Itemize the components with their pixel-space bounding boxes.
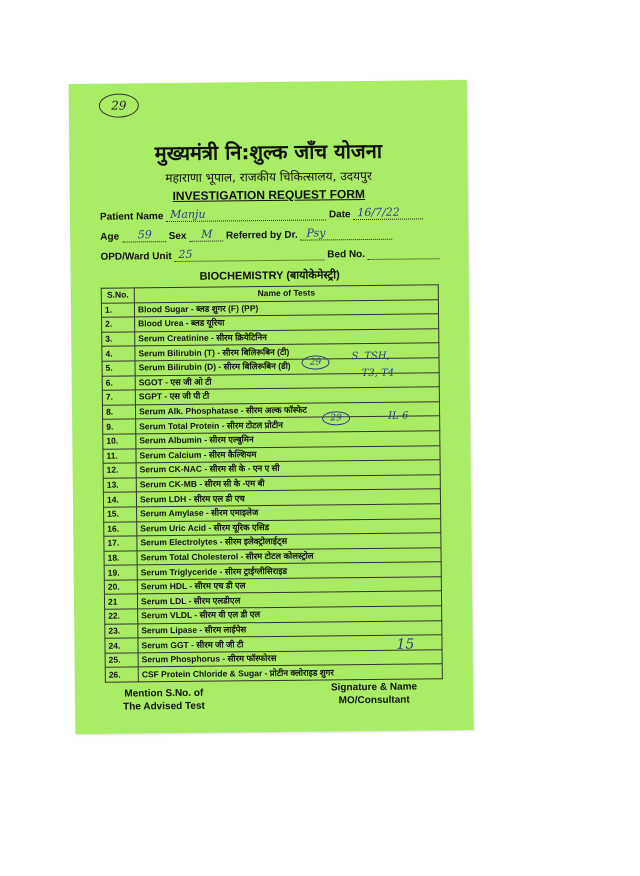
- test-name: Serum Amylase - सीरम एमाइलेज: [137, 504, 441, 522]
- ward-value: 25: [178, 247, 193, 261]
- form-title: INVESTIGATION REQUEST FORM: [172, 187, 366, 204]
- footer-signature: [331, 680, 417, 707]
- test-sno: 18.: [104, 551, 137, 566]
- test-sno: 10.: [103, 434, 136, 449]
- patient-name-field[interactable]: [166, 209, 326, 222]
- age-field[interactable]: [122, 228, 166, 242]
- test-name: Serum LDH - सीरम एल डी एच: [136, 489, 440, 507]
- test-name: Serum Calcium - सीरम कैल्शियम: [136, 445, 440, 463]
- test-name: Serum VLDL - सीरम वी एल डी एल: [138, 606, 442, 624]
- sex-field[interactable]: [189, 227, 223, 241]
- test-sno: 19.: [104, 565, 137, 580]
- test-name: Serum Electrolytes - सीरम इलेक्ट्रोलाईट्स: [137, 533, 441, 551]
- section-title: BIOCHEMISTRY (बायोकेमेस्ट्री): [199, 269, 340, 283]
- col-sno-header: S.No.: [101, 288, 134, 303]
- footer-left-line2: The Advised Test: [123, 700, 205, 713]
- referred-field[interactable]: [300, 226, 392, 241]
- sex-value: M: [201, 227, 213, 241]
- patient-name-value: Manju: [170, 207, 206, 222]
- bed-field[interactable]: [368, 248, 440, 260]
- test-sno: 21: [104, 594, 137, 609]
- test-name: Serum Total Cholesterol - सीरम टोटल कोलस्ट्रोल: [137, 547, 441, 565]
- test-sno: 24.: [105, 638, 138, 653]
- test-sno: 6.: [102, 375, 135, 390]
- sex-label: Sex: [168, 230, 187, 243]
- test-sno: 12.: [103, 463, 136, 478]
- scheme-title: मुख्यमंत्री नि:शुल्क जाँच योजना: [154, 138, 383, 166]
- test-sno: 7.: [102, 390, 135, 405]
- age-label: Age: [100, 231, 120, 243]
- test-sno: 8.: [102, 405, 135, 420]
- test-sno: 1.: [101, 303, 134, 318]
- serial-number-circle: 29: [99, 93, 139, 117]
- test-name: Serum GGT - सीरम जी जी टी: [138, 635, 442, 653]
- test-sno: 26.: [105, 667, 138, 682]
- footer-right-line2: MO/Consultant: [338, 694, 410, 707]
- test-name: CSF Protein Chloride & Sugar - प्रोटीन क्लोराइड शुगर: [138, 664, 442, 682]
- test-sno: 3.: [102, 332, 135, 347]
- test-sno: 20.: [104, 580, 137, 595]
- test-sno: 15.: [104, 507, 137, 522]
- footer-left-line1: Mention S.No. of: [124, 687, 204, 700]
- ward-label: OPD/Ward Unit: [100, 251, 172, 263]
- test-name: Serum Triglyceride - सीरम ट्राईग्लीसिराइड: [137, 562, 441, 580]
- test-name: Serum HDL - सीरम एच डी एल: [137, 577, 441, 595]
- age-value: 59: [137, 228, 152, 242]
- investigation-request-form: [69, 80, 474, 734]
- ward-field[interactable]: [174, 249, 324, 262]
- test-sno: 23.: [105, 624, 138, 639]
- test-sno: 13.: [103, 478, 136, 493]
- date-label: Date: [328, 209, 351, 221]
- test-sno: 5.: [102, 361, 135, 376]
- ward-bed-row: [100, 248, 440, 263]
- test-sno: 4.: [102, 346, 135, 361]
- test-sno: 9.: [103, 419, 136, 434]
- test-name: SGOT - एस जी ओ टी: [135, 372, 439, 390]
- test-name: Serum Alk. Phosphatase - सीरम अल्क फॉस्फेट: [135, 401, 439, 419]
- annotation-note-1: S. TSH,: [351, 350, 390, 363]
- tests-table: [101, 284, 443, 683]
- test-name: SGPT - एस जी पी टी: [135, 387, 439, 405]
- footer-right-line1: Signature & Name: [330, 681, 418, 694]
- patient-name-row: [99, 205, 423, 223]
- test-sno: 2.: [102, 317, 135, 332]
- annotation-circle-2: 29: [322, 411, 350, 425]
- test-sno: 11.: [103, 448, 136, 463]
- test-name: Serum Lipase - सीरम लाईपेस: [138, 620, 442, 638]
- test-name: Blood Urea - ब्लड यूरिया: [135, 314, 439, 332]
- test-name: Serum LDL - सीरम एलडीएल: [137, 591, 441, 609]
- test-name: Serum CK-MB - सीरम सी के -एम बी: [136, 474, 440, 492]
- referred-value: Psy: [306, 226, 326, 240]
- date-value: 16/7/22: [357, 205, 400, 220]
- test-name: Serum CK-NAC - सीरम सी के - एन ए सी: [136, 460, 440, 478]
- test-name: Serum Phosphorus - सीरम फॉस्फोरस: [138, 650, 442, 668]
- table-row: [105, 664, 442, 682]
- date-field[interactable]: [353, 205, 423, 220]
- referred-label: Referred by Dr.: [225, 229, 298, 242]
- test-name: Serum Creatinine - सीरम क्रियेटिनिन: [135, 329, 439, 347]
- col-name-header: Name of Tests: [134, 285, 438, 303]
- patient-name-label: Patient Name: [99, 211, 164, 223]
- test-name: Serum Uric Acid - सीरम यूरिक एसिड: [137, 518, 441, 536]
- test-sno: 16.: [104, 521, 137, 536]
- age-sex-row: [100, 226, 392, 243]
- annotation-mark: 15: [396, 636, 415, 653]
- test-name: Serum Albumin - सीरम एल्बुमिन: [136, 431, 440, 449]
- test-name: Serum Bilirubin (D) - सीरम बिलिरूबिन (डी): [135, 358, 439, 376]
- test-name: Serum Total Protein - सीरम टोटल प्रोटीन: [136, 416, 440, 434]
- annotation-circle-1: 29: [301, 355, 329, 369]
- footer-mention: [123, 687, 205, 714]
- hospital-name: महाराणा भूपाल, राजकीय चिकित्सालय, उदयपुर: [165, 168, 372, 186]
- annotation-note-3: IL-6: [388, 410, 409, 422]
- test-name: Serum Bilirubin (T) - सीरम बिलिरूबिन (टी): [135, 343, 439, 361]
- annotation-note-2: T3, T4: [361, 367, 395, 380]
- bed-label: Bed No.: [327, 249, 366, 261]
- test-sno: 22.: [105, 609, 138, 624]
- test-name: Blood Sugar - ब्लड शुगर (F) (PP): [134, 299, 438, 317]
- test-sno: 25.: [105, 653, 138, 668]
- test-sno: 14.: [103, 492, 136, 507]
- test-sno: 17.: [104, 536, 137, 551]
